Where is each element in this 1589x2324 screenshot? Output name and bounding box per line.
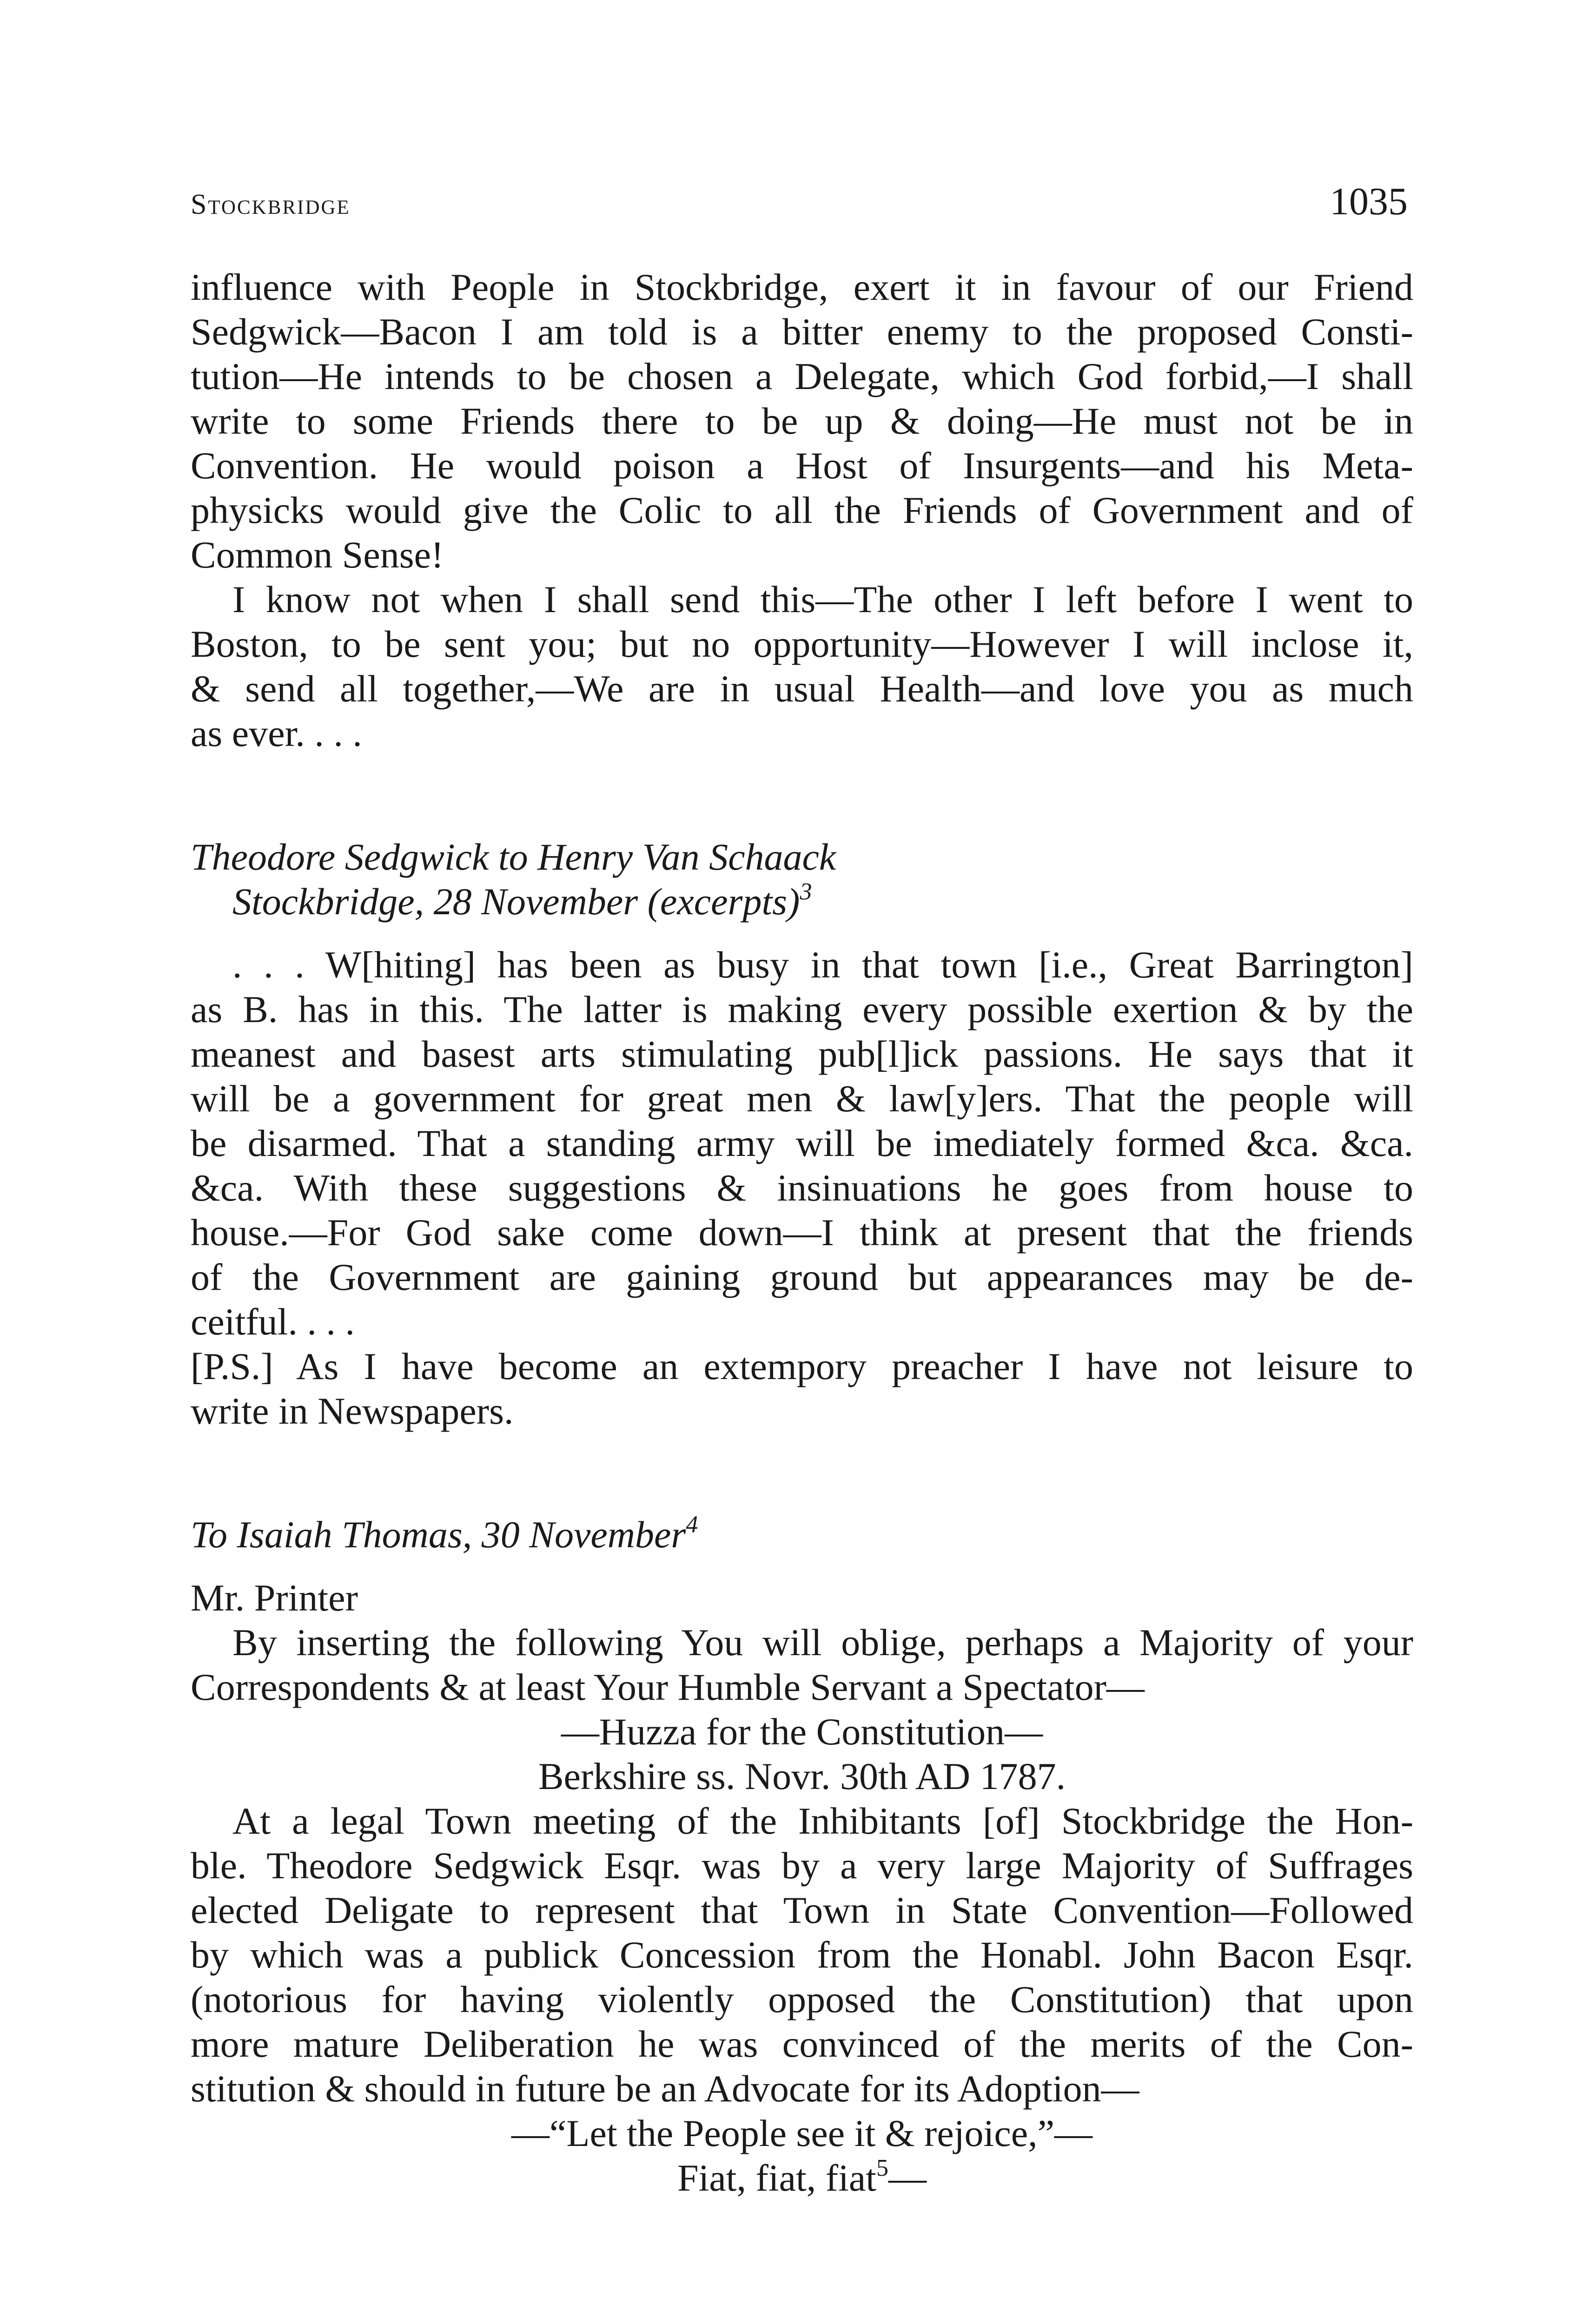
text-line: as B. has in this. The latter is making every possible exertion & by the (191, 988, 1413, 1030)
text-line: ceitful. . . . (191, 1301, 355, 1343)
text-line: influence with People in Stockbridge, exert it in favour of our Friend (191, 266, 1413, 308)
text-line: & send all together,—We are in usual Health—and love you as much (191, 667, 1413, 710)
page-body (191, 265, 1413, 2200)
fiat-line (191, 2156, 1413, 2200)
text-line: ble. Theodore Sedgwick Esqr. was by a very large Majority of Suffrages (191, 1844, 1413, 1887)
running-head: Stockbridge (191, 189, 351, 220)
text-line: tution—He intends to be chosen a Delegate, which God forbid,—I shall (191, 355, 1413, 397)
section-heading (191, 1512, 1413, 1557)
text-line: write to some Friends there to be up & doing—He must not be in (191, 400, 1413, 442)
letter-continuation (191, 265, 1413, 756)
dateline: Berkshire ss. Novr. 30th AD 1787. (538, 1755, 1066, 1797)
text-line: by which was a publick Concession from the Honabl. John Bacon Esqr. (191, 1934, 1413, 1976)
footnote-ref: 5 (876, 2155, 889, 2181)
text-line: house.—For God sake come down—I think at present that the friends (191, 1211, 1413, 1254)
salutation: Mr. Printer (191, 1577, 358, 1619)
text-line: write in Newspapers. (191, 1390, 514, 1432)
footnote-ref: 3 (800, 878, 812, 905)
page-number: 1035 (1330, 180, 1408, 223)
text-line: stitution & should in future be an Advocate for its Adoption— (191, 2067, 1139, 2110)
text-line: Convention. He would poison a Host of Insurgents—and his Meta- (191, 444, 1413, 487)
text-line: elected Deligate to represent that Town in State Convention—Followed (191, 1889, 1413, 1931)
text-line: physicks would give the Colic to all the Friends of Government and of (191, 489, 1413, 531)
text-line: By inserting the following You will oblige, perhaps a Majority of your (232, 1621, 1413, 1664)
sedgwick-letter (191, 835, 1413, 1433)
thomas-letter (191, 1512, 1413, 2200)
text-line: Boston, to be sent you; but no opportunity—However I will inclose it, (191, 623, 1413, 665)
subheading-text: Stockbridge, 28 November (excerpts) (232, 880, 800, 923)
text-line: [P.S.] As I have become an extempory preacher I have not leisure to (191, 1345, 1413, 1387)
text-line: Common Sense! (191, 534, 444, 576)
rejoice-line: —“Let the People see it & rejoice,”— (511, 2112, 1093, 2154)
text-line: . . . W[hiting] has been as busy in that town [i.e., Great Barrington] (232, 944, 1413, 986)
fiat-text: Fiat, fiat, fiat (677, 2157, 877, 2199)
text-line: more mature Deliberation he was convinced of the merits of the Con- (191, 2023, 1413, 2065)
huzza-line: —Huzza for the Constitution— (561, 1710, 1043, 1753)
footnote-ref: 4 (686, 1512, 698, 1538)
text-line: I know not when I shall send this—The other I left before I went to (232, 578, 1413, 621)
text-line: At a legal Town meeting of the Inhibitants [of] Stockbridge the Hon- (232, 1800, 1413, 1842)
section-subheading (191, 879, 1413, 924)
text-line: Sedgwick—Bacon I am told is a bitter enemy to the proposed Consti- (191, 310, 1413, 353)
heading-text: To Isaiah Thomas, 30 November (191, 1513, 686, 1556)
text-line: &ca. With these suggestions & insinuations he goes from house to (191, 1167, 1413, 1209)
section-heading: Theodore Sedgwick to Henry Van Schaack (191, 836, 836, 878)
text-line: meanest and basest arts stimulating pub[l]ick passions. He says that it (191, 1033, 1413, 1075)
text-line: be disarmed. That a standing army will be imediately formed &ca. &ca. (191, 1122, 1413, 1164)
fiat-dash: — (888, 2157, 927, 2199)
text-line: as ever. . . . (191, 712, 362, 754)
text-line: (notorious for having violently opposed the Constitution) that upon (191, 1978, 1413, 2020)
text-line: Correspondents & at least Your Humble Servant a Spectator— (191, 1666, 1145, 1708)
text-line: of the Government are gaining ground but appearances may be de- (191, 1256, 1413, 1298)
text-line: will be a government for great men & law[y]ers. That the people will (191, 1077, 1413, 1120)
